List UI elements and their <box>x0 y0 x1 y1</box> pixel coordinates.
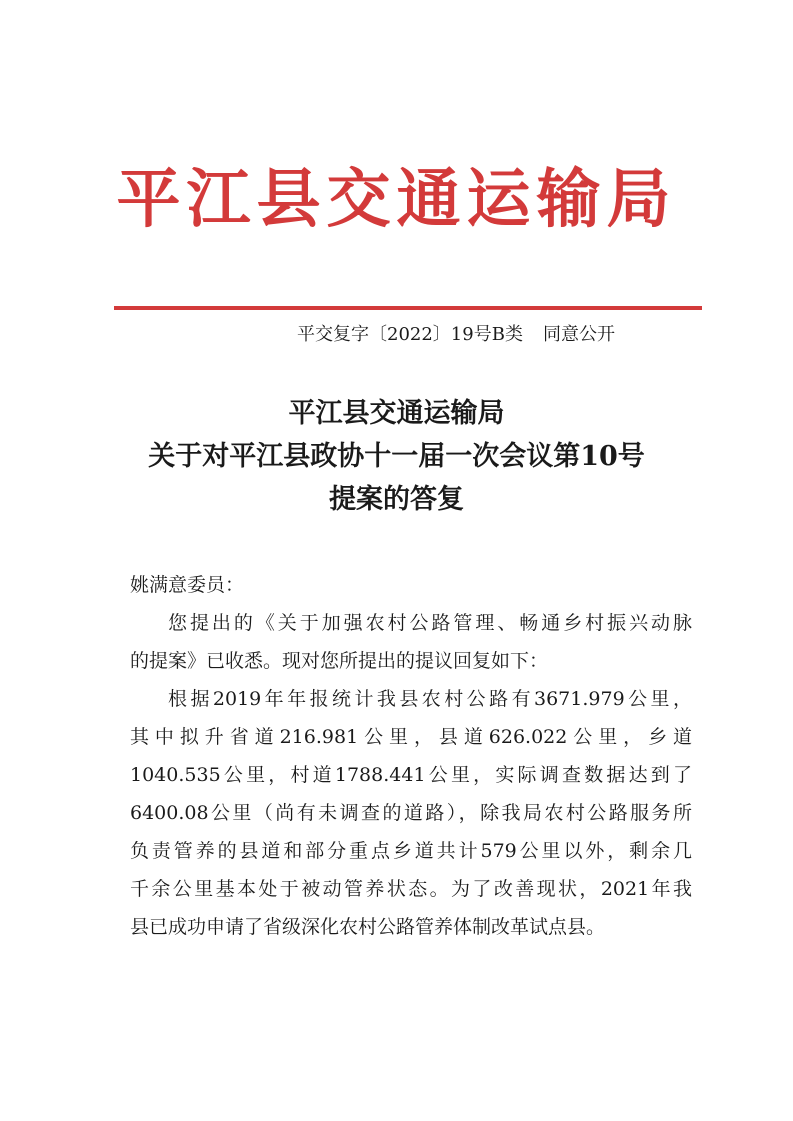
paragraph-2-line-7: 县已成功申请了省级深化农村公路管养体制改革试点县。 <box>130 916 606 938</box>
document-body <box>130 566 692 946</box>
disclosure-status: 同意公开 <box>542 324 615 345</box>
title-line-2: 关于对平江县政协十一届一次会议第10号 <box>148 441 645 472</box>
title-line-1: 平江县交通运输局 <box>288 398 505 429</box>
paragraph-2-line-6: 千余公里基本处于被动管养状态。为了改善现状，2021年我 <box>130 878 692 900</box>
paragraph-1-line-2: 的提案》已收悉。现对您所提出的提议回复如下： <box>130 650 549 672</box>
paragraph-2-line-5: 负责管养的县道和部分重点乡道共计579公里以外，剩余几 <box>130 840 692 862</box>
paragraph-1-line-1: 您提出的《关于加强农村公路管理、畅通乡村振兴动脉 <box>168 612 692 634</box>
paragraph-2-line-3: 1040.535公里，村道1788.441公里，实际调查数据达到了 <box>130 764 692 786</box>
document-number-line <box>297 322 615 348</box>
salutation: 姚满意委员： <box>130 574 245 596</box>
paragraph-2-line-2: 其中拟升省道216.981公里，县道626.022公里，乡道 <box>130 726 692 748</box>
paragraph-2-line-4: 6400.08公里（尚有未调查的道路），除我局农村公路服务所 <box>130 802 692 824</box>
masthead-red-rule <box>114 306 702 310</box>
document-title <box>0 392 793 521</box>
masthead-org-name: 平江县交通运输局 <box>116 162 677 237</box>
title-line-3: 提案的答复 <box>329 484 464 515</box>
paragraph-2-line-1: 根据2019年年报统计我县农村公路有3671.979公里， <box>168 688 692 710</box>
document-code: 平交复字〔2022〕19号B类 <box>297 324 523 345</box>
